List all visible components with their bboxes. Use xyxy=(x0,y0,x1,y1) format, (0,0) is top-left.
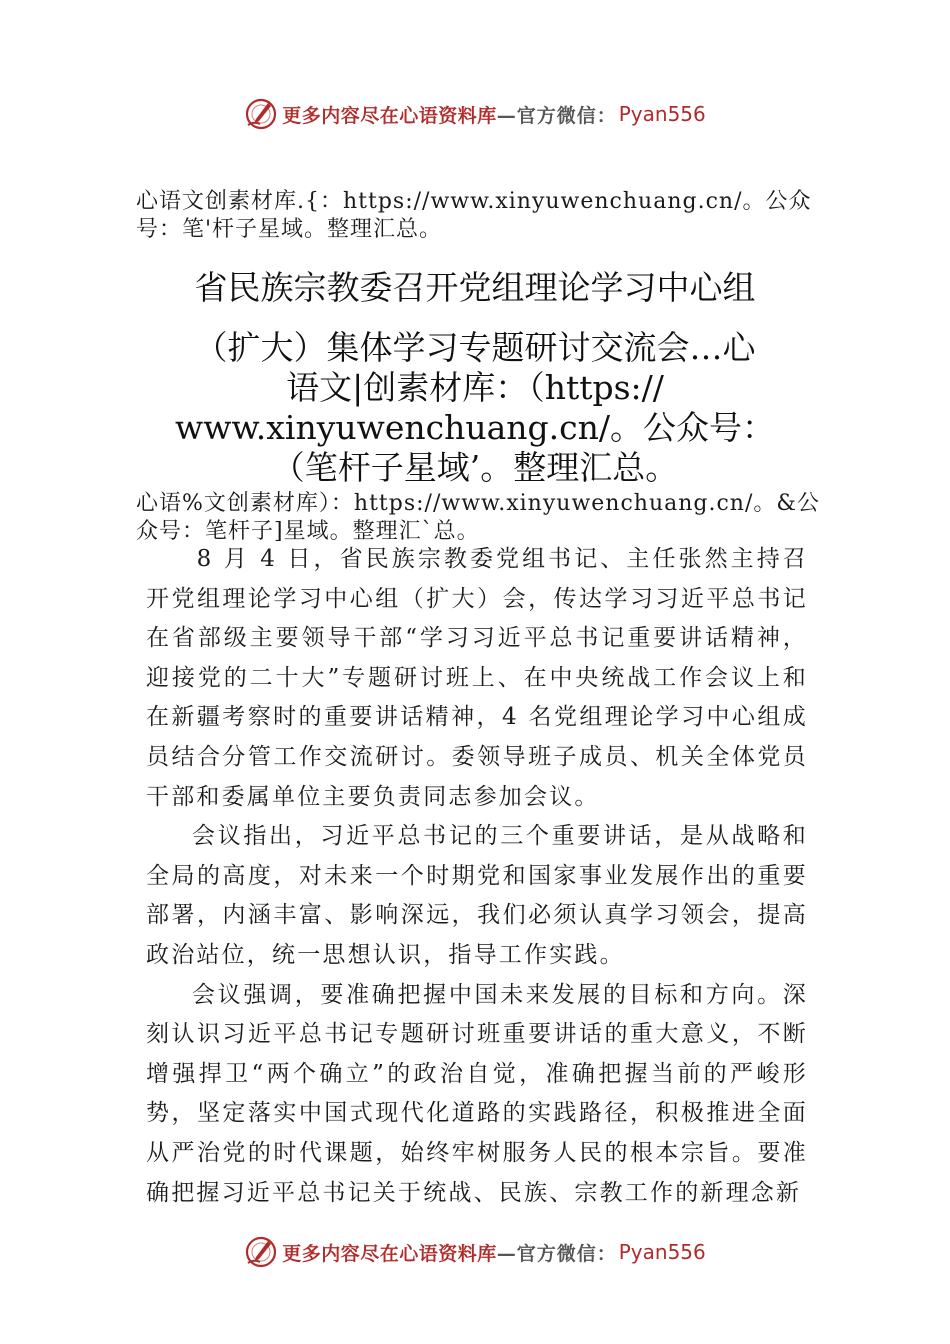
banner-wechat-id: Pyan556 xyxy=(618,1240,706,1264)
paragraph-1: 8 月 4 日，省民族宗教委党组书记、主任张然主持召开党组理论学习中心组（扩大）会，传达学习习近平总书记在省部级主要领导干部“学习习近平总书记重要讲话精神，迎接党的二十大”专题研讨班上、在中央统战工作会议上和在新疆考察时的重要讲话精神，4 名党组理论学习中心组成员结合分管工作交流研讨。委领导班子成员、机关全体党员干部和委属单位主要负责同志参加会议。 xyxy=(146,546,808,810)
article-body xyxy=(146,540,808,1213)
title-line-5: （笔杆子星域’。整理汇总。 xyxy=(271,448,679,487)
title-line-1: 省民族宗教委召开党组理论学习中心组 xyxy=(194,268,756,307)
pen-nib-logo-icon xyxy=(244,1235,278,1269)
paragraph-3: 会议强调，要准确把握中国未来发展的目标和方向。深刻认识习近平总书记专题研讨班重要讲话的重大意义，不断增强捍卫“两个确立”的政治自觉，准确把握当前的严峻形势，坚定落实中国式现代化道路的实践路径，积极推进全面从严治党的时代课题，始终牢树服务人民的根本宗旨。要准确把握习近平总书记关于统战、民族、宗教工作的新理念新 xyxy=(146,981,808,1206)
paragraph-2: 会议指出，习近平总书记的三个重要讲话，是从战略和全局的高度，对未来一个时期党和国家事业发展作出的重要部署，内涵丰富、影响深远，我们必须认真学习领会，提高政治站位，统一思想认识，指导工作实践。 xyxy=(146,823,808,968)
document-title-continued xyxy=(130,328,820,488)
banner-brand-text: 更多内容尽在心语资料库 xyxy=(282,1242,497,1265)
source-note-top: 心语文创素材库.{：https://www.xinyuwenchuang.cn/。公众号：笔'杆子星域。整理汇总。 xyxy=(136,189,812,242)
banner-official-text: —官方微信： xyxy=(496,104,617,127)
banner-wechat-id: Pyan556 xyxy=(618,102,706,126)
title-line-3: 语文|创素材库：（https:// xyxy=(286,368,664,407)
banner-brand-text: 更多内容尽在心语资料库 xyxy=(282,104,497,127)
banner-official-text: —官方微信： xyxy=(496,1242,617,1265)
footer-banner xyxy=(0,1232,950,1272)
source-note-middle: 心语%文创素材库）：https://www.xinyuwenchuang.cn/。&公众号：笔杆子]星域。整理汇`总。 xyxy=(136,491,820,544)
pen-nib-logo-icon xyxy=(244,97,278,131)
header-banner xyxy=(0,94,950,134)
title-line-2: （扩大）集体学习专题研讨交流会…心 xyxy=(194,328,756,367)
title-line-4: www.xinyuwenchuang.cn/。公众号： xyxy=(174,408,776,447)
